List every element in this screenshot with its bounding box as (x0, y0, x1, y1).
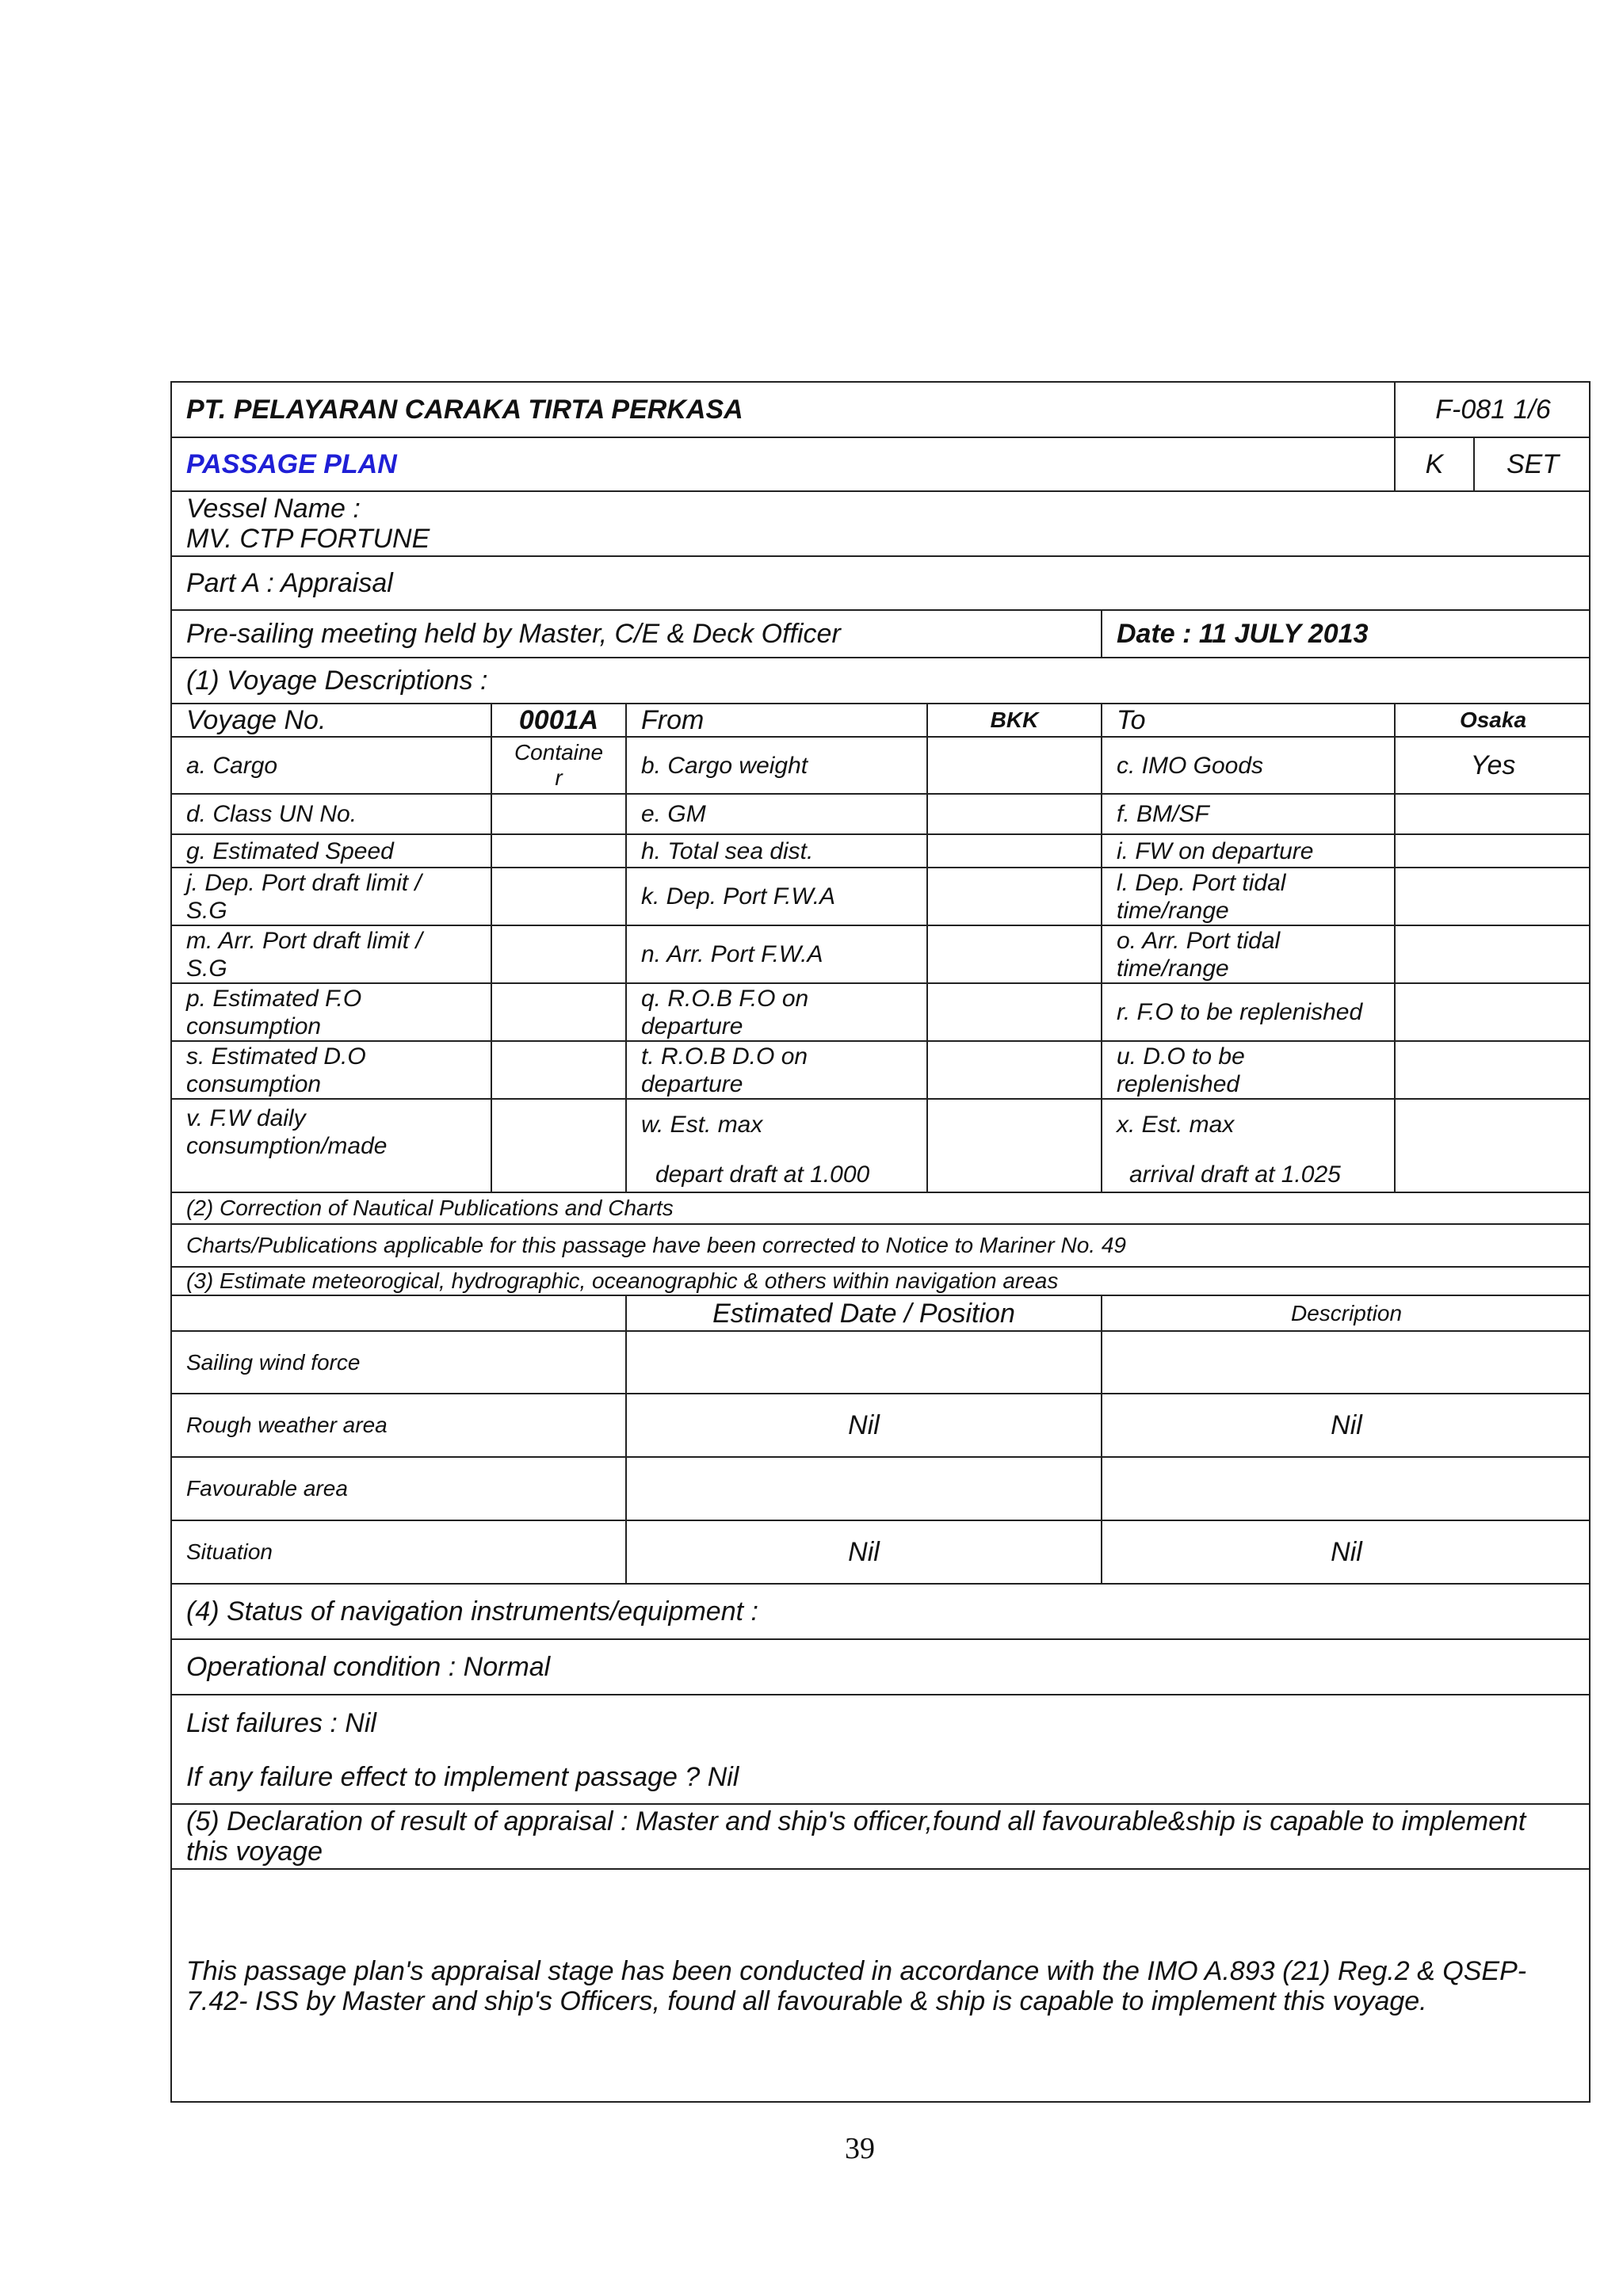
meteo-header-row (172, 1296, 1589, 1332)
voyage-cell-label: t. R.O.B D.O on departure (641, 1043, 808, 1097)
declaration-statement-row (172, 1870, 1589, 2103)
meteo-row-description: Nil (1331, 1410, 1362, 1440)
passage-plan-form (170, 381, 1591, 2103)
declaration-title-row (172, 1805, 1589, 1870)
from-value: BKK (990, 707, 1039, 732)
instruments-title: (4) Status of navigation instruments/equipment : (186, 1596, 758, 1627)
voyage-cell-label: l. Dep. Port tidal time/range (1117, 869, 1286, 924)
voyage-cell-label: n. Arr. Port F.W.A (641, 941, 823, 967)
meteo-row (172, 1521, 1589, 1585)
k-label: K (1425, 449, 1444, 479)
voyage-cell-label: m. Arr. Port draft limit / S.G (186, 927, 422, 982)
voyage-cell-label: v. F.W daily consumption/made (186, 1105, 388, 1159)
meteo-title-row (172, 1268, 1589, 1296)
meteo-row-label: Rough weather area (186, 1413, 388, 1437)
voyage-cell-label: a. Cargo (186, 752, 278, 779)
meteo-row (172, 1394, 1589, 1458)
part-a-row (172, 557, 1589, 611)
voyage-row (172, 1042, 1589, 1100)
plan-title-row (172, 438, 1589, 492)
voyage-cell-label: c. IMO Goods (1117, 752, 1264, 779)
voyage-cell-label: e. GM (641, 801, 706, 827)
voyage-row (172, 795, 1589, 835)
voyage-cell-label: w. Est. max (641, 1112, 763, 1138)
voyage-row-last (172, 1100, 1589, 1193)
voyage-cell-label: u. D.O to be replenished (1117, 1043, 1245, 1097)
voyage-cell-label: r. F.O to be replenished (1117, 999, 1363, 1025)
voyage-cell-label: p. Estimated F.O consumption (186, 985, 362, 1039)
voyage-no-label: Voyage No. (186, 705, 327, 735)
voyage-no-value: 0001A (518, 705, 599, 735)
part-a-title: Part A : Appraisal (186, 568, 393, 598)
list-failures: List failures : Nil (186, 1708, 376, 1738)
meteo-row-label: Situation (186, 1539, 273, 1564)
voyage-cell-value: Containe r (514, 740, 604, 790)
meteo-row-label: Favourable area (186, 1476, 348, 1501)
voyage-cell-label: s. Estimated D.O consumption (186, 1043, 366, 1097)
to-value: Osaka (1459, 707, 1527, 732)
vessel-label: Vessel Name : (186, 494, 361, 524)
voyage-row (172, 868, 1589, 926)
voyage-row (172, 835, 1589, 868)
meteo-row-label: Sailing wind force (186, 1349, 361, 1375)
meteo-row-description: Nil (1331, 1537, 1362, 1567)
to-label: To (1117, 705, 1146, 735)
company-name: PT. PELAYARAN CARAKA TIRTA PERKASA (186, 395, 743, 425)
meteo-row-position: Nil (848, 1537, 880, 1567)
operational-row (172, 1640, 1589, 1695)
voyage-cell-label: x. Est. max (1117, 1112, 1235, 1138)
voyage-cell-label: f. BM/SF (1117, 801, 1209, 827)
voyage-cell-label: i. FW on departure (1117, 837, 1314, 864)
plan-title: PASSAGE PLAN (186, 449, 397, 479)
voyage-no-row (172, 704, 1589, 738)
corrections-title-row (172, 1193, 1589, 1225)
header-row (172, 383, 1589, 438)
vessel-row (172, 492, 1589, 557)
operational-condition: Operational condition : Normal (186, 1652, 551, 1682)
meteo-col-position: Estimated Date / Position (712, 1298, 1015, 1329)
voyage-cell-label: o. Arr. Port tidal time/range (1117, 927, 1281, 982)
form-code: F-081 1/6 (1435, 395, 1551, 425)
voyage-cell-value: Yes (1470, 750, 1516, 780)
voyage-cell-label: g. Estimated Speed (186, 837, 394, 864)
meeting-date: Date : 11 JULY 2013 (1117, 619, 1369, 649)
declaration-title: (5) Declaration of result of appraisal : Master and ship's officer,found all favourable&ship is capable to implement this voyage (186, 1806, 1526, 1867)
instruments-title-row (172, 1585, 1589, 1640)
vessel-name: MV. CTP FORTUNE (186, 524, 430, 554)
page-number: 39 (845, 2132, 875, 2165)
voyage-row (172, 738, 1589, 795)
voyage-cell-label: arrival draft at 1.025 (1129, 1161, 1341, 1188)
voyage-cell-label: h. Total sea dist. (641, 837, 814, 864)
failure-effect: If any failure effect to implement passage ? Nil (186, 1762, 739, 1792)
voyage-cell-label: d. Class UN No. (186, 801, 357, 827)
voyage-row (172, 984, 1589, 1042)
voyage-cell-label: q. R.O.B F.O on departure (641, 985, 809, 1039)
meteo-title: (3) Estimate meteorogical, hydrographic, oceanographic & others within navigation areas (186, 1268, 1059, 1293)
failures-row (172, 1695, 1589, 1805)
meteo-row-position: Nil (848, 1410, 880, 1440)
corrections-text: Charts/Publications applicable for this passage have been corrected to Notice to Mariner No. 49 (186, 1233, 1126, 1257)
from-label: From (641, 705, 705, 735)
meteo-row (172, 1332, 1589, 1394)
meteo-row (172, 1458, 1589, 1521)
voyage-cell-label: j. Dep. Port draft limit / S.G (186, 869, 422, 924)
declaration-statement: This passage plan's appraisal stage has been conducted in accordance with the IMO A.893 (21) Reg.2 & QSEP-7.42- ISS by Master and ship's Officers, found all favourable & ship is capable to implement this voyage. (186, 1956, 1527, 2016)
meteo-col-description: Description (1290, 1300, 1403, 1325)
voyage-row (172, 926, 1589, 984)
corrections-text-row (172, 1225, 1589, 1268)
meeting-text: Pre-sailing meeting held by Master, C/E & Deck Officer (186, 619, 841, 649)
voyage-cell-label: depart draft at 1.000 (655, 1161, 870, 1188)
set-label: SET (1506, 449, 1560, 479)
voyage-section-title: (1) Voyage Descriptions : (186, 666, 488, 696)
corrections-title: (2) Correction of Nautical Publications and Charts (186, 1196, 674, 1220)
voyage-cell-label: k. Dep. Port F.W.A (641, 883, 836, 910)
meeting-row (172, 611, 1589, 658)
voyage-cell-label: b. Cargo weight (641, 752, 808, 779)
voyage-title-row (172, 658, 1589, 704)
